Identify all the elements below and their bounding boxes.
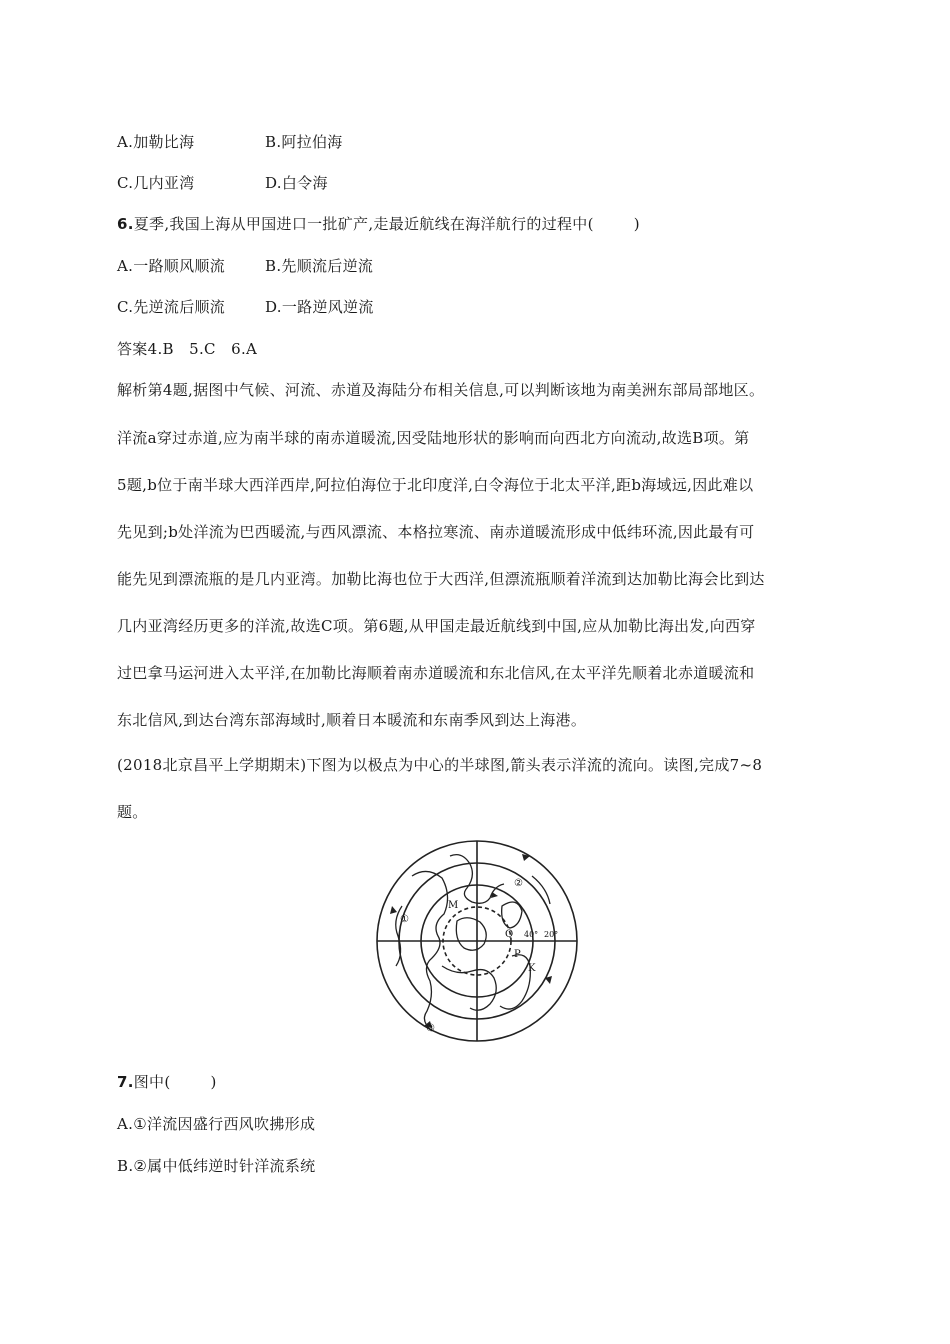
answer-line: 答案4.B 5.C 6.A <box>117 340 258 358</box>
q5-option-c: C.几内亚湾 <box>117 174 195 192</box>
analysis-line: 5题,b位于南半球大西洋西岸,阿拉伯海位于北印度洋,白令海位于北太平洋,距b海域远,因此难以 <box>117 476 754 494</box>
q7-option-b: B.②属中低纬逆时针洋流系统 <box>117 1157 316 1175</box>
q7-stem-text: 图中( <box>133 1073 171 1091</box>
map-label-k: K <box>528 963 536 974</box>
analysis-line: 洋流a穿过赤道,应为南半球的南赤道暖流,因受陆地形状的影响而向西北方向流动,故选B项。第 <box>117 429 750 447</box>
polar-hemisphere-map <box>372 836 582 1046</box>
intro-line: 题。 <box>117 803 148 821</box>
q6-close-paren: ) <box>633 215 640 233</box>
analysis-line: 解析第4题,据图中气候、河流、赤道及海陆分布相关信息,可以判断该地为南美洲东部局部地区。 <box>117 381 765 399</box>
q5-option-b: B.阿拉伯海 <box>265 133 343 151</box>
map-label-1: ① <box>400 914 409 925</box>
analysis-line: 几内亚湾经历更多的洋流,故选C项。第6题,从甲国走最近航线到中国,应从加勒比海出发,向西穿 <box>117 617 756 635</box>
q6-option-b: B.先顺流后逆流 <box>265 257 374 275</box>
q7-option-a: A.①洋流因盛行西风吹拂形成 <box>117 1115 316 1133</box>
intro-line: (2018北京昌平上学期期末)下图为以极点为中心的半球图,箭头表示洋流的流向。读图,完成7~8 <box>117 756 763 774</box>
q6-option-row-1 <box>117 256 374 276</box>
q6-stem-text: 夏季,我国上海从甲国进口一批矿产,走最近航线在海洋航行的过程中( <box>133 215 594 233</box>
q6-option-row-2 <box>117 297 374 317</box>
map-label-m: M <box>448 900 459 911</box>
map-label-q: Q <box>505 929 514 940</box>
q5-option-a: A.加勒比海 <box>117 133 195 151</box>
map-label-3: ③ <box>426 1023 435 1034</box>
q5-option-row-1 <box>117 132 343 152</box>
q6-option-a: A.一路顺风顺流 <box>117 257 226 275</box>
q6-option-c: C.先逆流后顺流 <box>117 298 226 316</box>
q6-number: 6. <box>117 215 134 233</box>
analysis-line: 能先见到漂流瓶的是几内亚湾。加勒比海也位于大西洋,但漂流瓶顺着洋流到达加勒比海会比到达 <box>117 570 765 588</box>
map-label-2: ② <box>514 878 523 889</box>
q5-option-row-2 <box>117 173 328 193</box>
q7-stem <box>117 1072 217 1092</box>
q6-stem <box>117 214 640 234</box>
map-label-p: P <box>514 949 521 960</box>
analysis-line: 先见到;b处洋流为巴西暖流,与西风漂流、本格拉寒流、南赤道暖流形成中低纬环流,因此最有可 <box>117 523 755 541</box>
q6-option-d: D.一路逆风逆流 <box>265 298 374 316</box>
map-label-lat40: 40° <box>524 930 539 939</box>
analysis-line: 过巴拿马运河进入太平洋,在加勒比海顺着南赤道暖流和东北信风,在太平洋先顺着北赤道暖流和 <box>117 664 755 682</box>
q7-number: 7. <box>117 1073 134 1091</box>
analysis-line: 东北信风,到达台湾东部海域时,顺着日本暖流和东南季风到达上海港。 <box>117 711 587 729</box>
q7-close-paren: ) <box>210 1073 217 1091</box>
map-label-lat20: 20° <box>544 930 559 939</box>
q5-option-d: D.白令海 <box>265 174 328 192</box>
